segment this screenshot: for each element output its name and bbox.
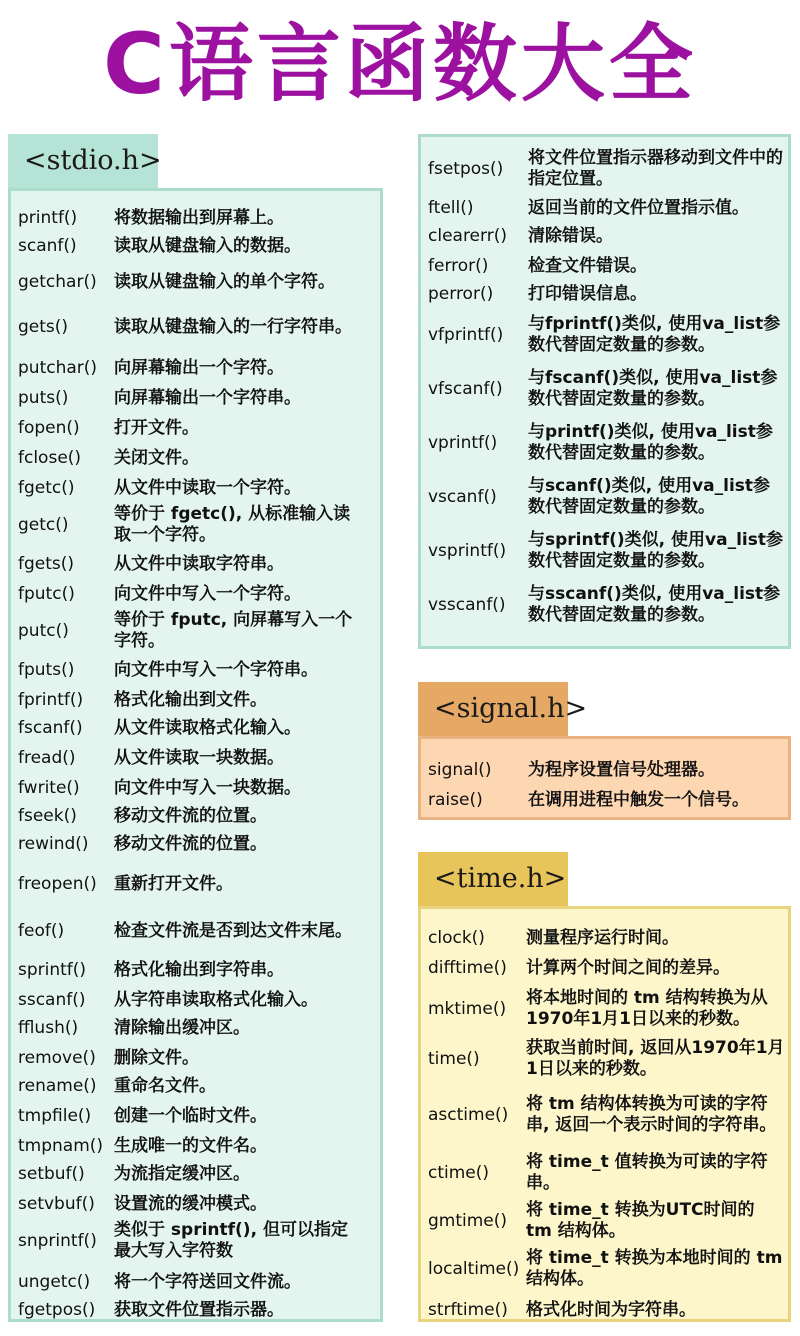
function-description: 向文件中写入一个字符串。 xyxy=(114,659,318,680)
function-name: setvbuf() xyxy=(18,1194,95,1214)
function-description: 将数据输出到屏幕上。 xyxy=(114,207,284,228)
function-row xyxy=(421,925,788,951)
function-row xyxy=(11,1191,380,1217)
function-name: printf() xyxy=(18,208,78,228)
function-row xyxy=(11,475,380,501)
function-name: tmpfile() xyxy=(18,1106,92,1126)
function-name: snprintf() xyxy=(18,1231,97,1251)
function-name: difftime() xyxy=(428,958,507,978)
function-row xyxy=(11,657,380,683)
function-name: ftell() xyxy=(428,198,474,218)
function-name: strftime() xyxy=(428,1300,508,1320)
function-name: raise() xyxy=(428,790,483,810)
function-name: fgetc() xyxy=(18,478,75,498)
function-row xyxy=(11,867,380,901)
function-description: 从文件读取一块数据。 xyxy=(114,747,284,768)
signal-panel xyxy=(418,736,791,820)
function-description: 与scanf()类似, 使用va_list参数代替固定数量的参数。 xyxy=(528,476,771,517)
function-description: 向文件中写入一个字符。 xyxy=(114,583,301,604)
stdio-header: <stdio.h> xyxy=(24,145,162,176)
function-description: 获取文件位置指示器。 xyxy=(114,1299,284,1320)
function-description: 类似于 sprintf(), 但可以指定最大写入字符数 xyxy=(114,1220,348,1261)
function-row xyxy=(11,1045,380,1071)
function-row xyxy=(11,205,380,231)
function-row xyxy=(421,1247,788,1291)
function-row xyxy=(11,1219,380,1263)
function-name: sprintf() xyxy=(18,960,87,980)
function-description: 设置流的缓冲模式。 xyxy=(114,1193,267,1214)
function-row xyxy=(11,385,380,411)
function-description: 关闭文件。 xyxy=(114,447,199,468)
function-name: scanf() xyxy=(18,236,77,256)
function-name: asctime() xyxy=(428,1105,509,1125)
function-row xyxy=(11,1073,380,1099)
function-description: 从字符串读取格式化输入。 xyxy=(114,989,318,1010)
function-row xyxy=(421,987,788,1031)
function-row xyxy=(421,1037,788,1081)
function-row xyxy=(11,551,380,577)
function-description: 移动文件流的位置。 xyxy=(114,805,267,826)
function-row xyxy=(11,1103,380,1129)
stdio-right-panel xyxy=(418,134,791,649)
function-row xyxy=(421,281,788,307)
function-name: puts() xyxy=(18,388,69,408)
function-row xyxy=(421,1199,788,1243)
function-row xyxy=(421,1083,788,1147)
function-description: 读取从键盘输入的数据。 xyxy=(114,235,301,256)
function-description: 向屏幕输出一个字符串。 xyxy=(114,387,301,408)
function-row xyxy=(11,355,380,381)
function-row xyxy=(421,223,788,249)
time-header-tab xyxy=(418,852,568,906)
function-name: fseek() xyxy=(18,806,77,826)
function-description: 在调用进程中触发一个信号。 xyxy=(528,789,749,810)
function-description: 检查文件错误。 xyxy=(528,255,647,276)
function-name: signal() xyxy=(428,760,492,780)
function-name: fputc() xyxy=(18,584,75,604)
function-description: 与sscanf()类似, 使用va_list参数代替固定数量的参数。 xyxy=(528,584,781,625)
function-description: 删除文件。 xyxy=(114,1047,199,1068)
function-row xyxy=(11,581,380,607)
function-row xyxy=(11,745,380,771)
function-name: fopen() xyxy=(18,418,80,438)
function-name: fscanf() xyxy=(18,718,83,738)
function-row xyxy=(11,909,380,953)
function-description: 等价于 fputc, 向屏幕写入一个字符。 xyxy=(114,610,353,651)
function-row xyxy=(11,803,380,829)
function-description: 清除错误。 xyxy=(528,225,613,246)
function-description: 格式化时间为字符串。 xyxy=(526,1299,696,1320)
function-row xyxy=(11,415,380,441)
function-name: mktime() xyxy=(428,999,507,1019)
stdio-header-tab xyxy=(8,134,162,188)
function-description: 创建一个临时文件。 xyxy=(114,1105,267,1126)
function-description: 读取从键盘输入的单个字符。 xyxy=(114,271,335,292)
function-description: 向屏幕输出一个字符。 xyxy=(114,357,284,378)
function-name: rewind() xyxy=(18,834,89,854)
function-name: remove() xyxy=(18,1048,96,1068)
function-name: time() xyxy=(428,1049,480,1069)
function-name: getchar() xyxy=(18,272,97,292)
function-description: 返回当前的文件位置指示值。 xyxy=(528,197,749,218)
function-description: 生成唯一的文件名。 xyxy=(114,1135,267,1156)
function-name: ferror() xyxy=(428,256,489,276)
function-description: 检查文件流是否到达文件末尾。 xyxy=(114,920,352,941)
function-row xyxy=(421,313,788,357)
signal-header-tab xyxy=(418,682,588,736)
function-name: fsetpos() xyxy=(428,159,504,179)
function-row xyxy=(11,957,380,983)
page-title: C语言函数大全 xyxy=(103,15,697,113)
function-row xyxy=(421,757,788,783)
function-description: 格式化输出到字符串。 xyxy=(114,959,284,980)
function-description: 测量程序运行时间。 xyxy=(526,927,679,948)
function-description: 将 tm 结构体转换为可读的字符串, 返回一个表示时间的字符串。 xyxy=(526,1094,777,1135)
function-row xyxy=(11,775,380,801)
function-description: 重新打开文件。 xyxy=(114,873,233,894)
function-description: 等价于 fgetc(), 从标准输入读取一个字符。 xyxy=(114,504,351,545)
function-name: feof() xyxy=(18,921,65,941)
function-name: vprintf() xyxy=(428,433,498,453)
function-name: vscanf() xyxy=(428,487,497,507)
function-description: 格式化输出到文件。 xyxy=(114,689,267,710)
function-row xyxy=(11,1015,380,1041)
function-row xyxy=(11,1297,380,1323)
function-row xyxy=(421,955,788,981)
function-name: vsscanf() xyxy=(428,595,506,615)
function-name: perror() xyxy=(428,284,494,304)
function-name: fwrite() xyxy=(18,778,80,798)
function-row xyxy=(11,831,380,857)
function-description: 将本地时间的 tm 结构转换为从1970年1月1日以来的秒数。 xyxy=(526,988,768,1029)
function-name: gets() xyxy=(18,317,69,337)
function-name: sscanf() xyxy=(18,990,86,1010)
function-name: rename() xyxy=(18,1076,97,1096)
function-description: 计算两个时间之间的差异。 xyxy=(526,957,730,978)
function-description: 为流指定缓冲区。 xyxy=(114,1163,250,1184)
signal-header: <signal.h> xyxy=(434,693,588,724)
function-name: clock() xyxy=(428,928,485,948)
function-name: clearerr() xyxy=(428,226,507,246)
function-name: fprintf() xyxy=(18,690,84,710)
function-description: 获取当前时间, 返回从1970年1月1日以来的秒数。 xyxy=(526,1038,785,1079)
function-description: 将文件位置指示器移动到文件中的指定位置。 xyxy=(528,148,783,189)
function-row xyxy=(421,529,788,573)
function-description: 与printf()类似, 使用va_list参数代替固定数量的参数。 xyxy=(528,422,773,463)
function-name: ctime() xyxy=(428,1163,490,1183)
function-row xyxy=(11,503,380,547)
function-row xyxy=(11,687,380,713)
function-name: tmpnam() xyxy=(18,1136,104,1156)
function-name: vfprintf() xyxy=(428,325,504,345)
function-description: 打印错误信息。 xyxy=(528,283,647,304)
function-description: 从文件中读取字符串。 xyxy=(114,553,284,574)
function-row xyxy=(11,715,380,741)
function-name: fgetpos() xyxy=(18,1300,96,1320)
function-row xyxy=(421,1297,788,1323)
function-description: 将 time_t 转换为UTC时间的 tm 结构体。 xyxy=(526,1200,755,1241)
function-name: fgets() xyxy=(18,554,75,574)
function-row xyxy=(421,787,788,813)
function-row xyxy=(11,1161,380,1187)
function-row xyxy=(421,583,788,627)
function-name: localtime() xyxy=(428,1259,520,1279)
function-name: fread() xyxy=(18,748,76,768)
function-description: 将一个字符送回文件流。 xyxy=(114,1271,301,1292)
function-name: freopen() xyxy=(18,874,97,894)
function-name: setbuf() xyxy=(18,1164,85,1184)
function-description: 与fscanf()类似, 使用va_list参数代替固定数量的参数。 xyxy=(528,368,778,409)
function-name: ungetc() xyxy=(18,1272,91,1292)
function-description: 为程序设置信号处理器。 xyxy=(528,759,715,780)
function-name: putc() xyxy=(18,621,69,641)
function-name: fputs() xyxy=(18,660,75,680)
function-row xyxy=(421,195,788,221)
function-description: 移动文件流的位置。 xyxy=(114,833,267,854)
function-row xyxy=(11,1133,380,1159)
time-header: <time.h> xyxy=(434,863,567,894)
function-description: 向文件中写入一块数据。 xyxy=(114,777,301,798)
function-name: vsprintf() xyxy=(428,541,507,561)
function-row xyxy=(421,253,788,279)
function-description: 将 time_t 转换为本地时间的 tm 结构体。 xyxy=(526,1248,783,1289)
function-row xyxy=(421,421,788,465)
function-description: 从文件中读取一个字符。 xyxy=(114,477,301,498)
stdio-left-panel xyxy=(8,188,383,1322)
function-row xyxy=(11,305,380,349)
time-panel xyxy=(418,906,791,1322)
function-row xyxy=(11,445,380,471)
function-row xyxy=(421,475,788,519)
function-row xyxy=(11,265,380,299)
function-name: gmtime() xyxy=(428,1211,508,1231)
function-name: putchar() xyxy=(18,358,98,378)
function-description: 将 time_t 值转换为可读的字符串。 xyxy=(526,1152,768,1193)
function-row xyxy=(421,147,788,191)
function-row xyxy=(11,609,380,653)
function-name: fclose() xyxy=(18,448,82,468)
function-description: 读取从键盘输入的一行字符串。 xyxy=(114,316,352,337)
function-description: 与sprintf()类似, 使用va_list参数代替固定数量的参数。 xyxy=(528,530,783,571)
function-row xyxy=(11,1269,380,1295)
function-row xyxy=(421,1151,788,1195)
function-description: 重命名文件。 xyxy=(114,1075,216,1096)
function-row xyxy=(11,987,380,1013)
function-row xyxy=(11,233,380,259)
function-description: 与fprintf()类似, 使用va_list参数代替固定数量的参数。 xyxy=(528,314,781,355)
function-row xyxy=(421,367,788,411)
function-description: 清除输出缓冲区。 xyxy=(114,1017,250,1038)
function-description: 打开文件。 xyxy=(114,417,199,438)
function-name: getc() xyxy=(18,515,69,535)
function-name: vfscanf() xyxy=(428,379,503,399)
function-description: 从文件读取格式化输入。 xyxy=(114,717,301,738)
function-name: fflush() xyxy=(18,1018,79,1038)
